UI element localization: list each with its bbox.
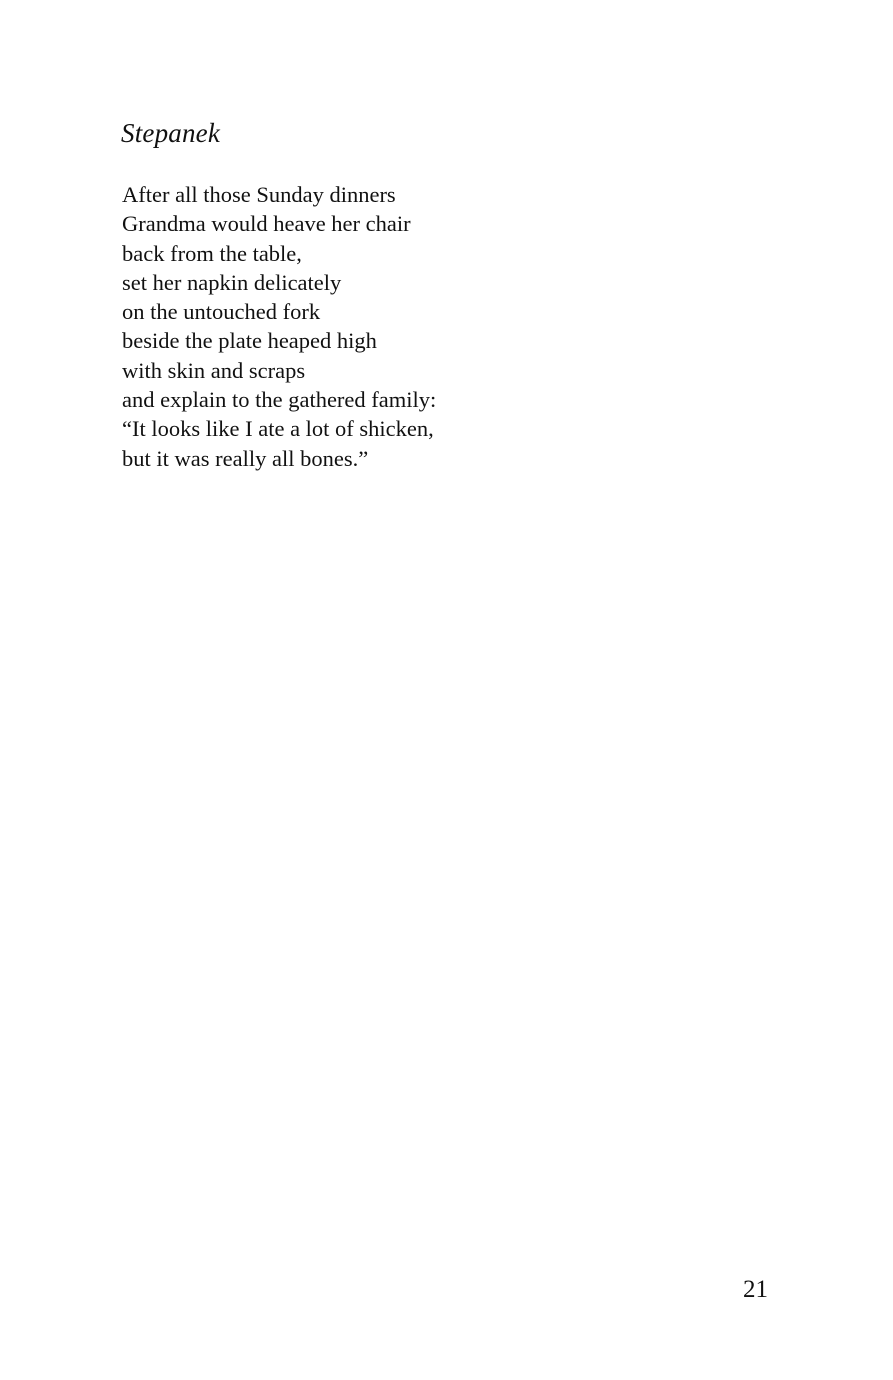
poem-line: and explain to the gathered family: xyxy=(122,387,437,413)
poem-body xyxy=(122,180,436,473)
poem-line: but it was really all bones.” xyxy=(122,445,369,471)
page-number: 21 xyxy=(743,1276,768,1303)
poem-line: back from the table, xyxy=(122,240,302,266)
poem-line: After all those Sunday dinners xyxy=(122,182,396,207)
poem-title: Stepanek xyxy=(121,118,221,148)
poem-line: Grandma would heave her chair xyxy=(122,211,411,237)
poem-line: beside the plate heaped high xyxy=(122,328,377,354)
poem-line: “It looks like I ate a lot of shicken, xyxy=(122,416,434,442)
poem-line: with skin and scraps xyxy=(122,357,306,383)
poem-line: on the untouched fork xyxy=(122,299,321,325)
poem-line: set her napkin delicately xyxy=(122,269,342,295)
